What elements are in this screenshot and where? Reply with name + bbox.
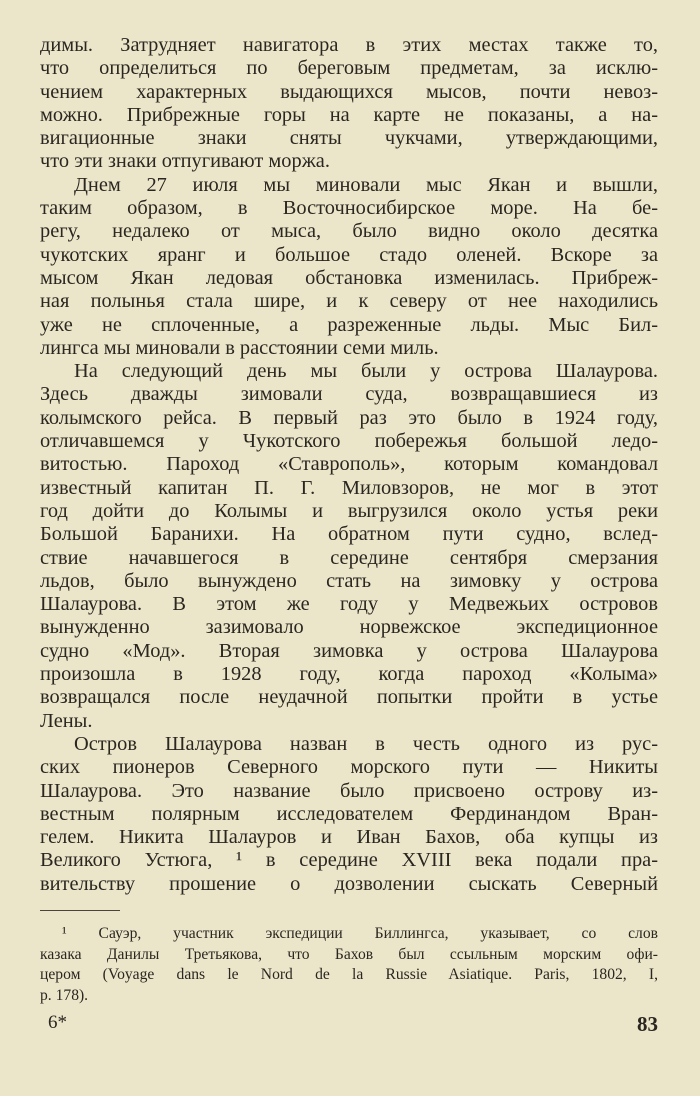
page-footer xyxy=(40,1012,658,1038)
text-line: Большой Баранихи. На обратном пути судно, вслед- xyxy=(40,523,658,546)
text-line: лингса мы миновали в расстоянии семи миль. xyxy=(40,336,439,359)
text-line: что определиться по береговым предметам, за исклю- xyxy=(40,57,658,80)
footnote-line: цером (Voyage dans le Nord de la Russie Asiatique. Paris, 1802, I, xyxy=(40,966,658,983)
text-line: что эти знаки отпугивают моржа. xyxy=(40,150,330,173)
text-line: чукотских яранг и большое стадо оленей. Вскоре за xyxy=(40,243,658,266)
signature-mark: 6* xyxy=(48,1012,67,1033)
body-text xyxy=(40,34,658,896)
footnote-divider xyxy=(40,910,120,911)
text-line: Лены. xyxy=(40,709,93,732)
text-line: На следующий день мы были у острова Шалаурова. xyxy=(74,360,658,383)
text-line: вынужденно зазимовало норвежское экспедиционное xyxy=(40,616,658,639)
text-line: вительству прошение о дозволении сыскать Северный xyxy=(40,872,658,895)
text-line: судно «Мод». Вторая зимовка у острова Шалаурова xyxy=(40,639,658,662)
text-line: вигационные знаки сняты чукчами, утверждающими, xyxy=(40,127,658,150)
text-line: произошла в 1928 году, когда пароход «Колыма» xyxy=(40,663,658,686)
text-line: отличавшемся у Чукотского побережья большой ледо- xyxy=(40,430,658,453)
text-line: ная полынья стала шире, и к северу от нее находились xyxy=(40,290,658,313)
footnote-line: казака Данилы Третьякова, что Бахов был ссыльным морским офи- xyxy=(40,945,658,963)
text-line: регу, недалеко от мыса, было видно около десятка xyxy=(40,220,658,243)
text-line: Шалаурова. Это название было присвоено острову из- xyxy=(40,779,658,802)
text-line: Остров Шалаурова назван в честь одного из рус- xyxy=(74,732,658,755)
text-line: гелем. Никита Шалауров и Иван Бахов, оба купцы из xyxy=(40,826,658,849)
text-line: Днем 27 июля мы миновали мыс Якан и вышли, xyxy=(74,173,658,196)
text-line: Великого Устюга, ¹ в середине XVIII века подали пра- xyxy=(40,849,658,872)
text-line: чением характерных выдающихся мысов, почти невоз- xyxy=(40,80,658,103)
text-line: Шалаурова. В этом же году у Медвежьих островов xyxy=(40,593,658,616)
text-line: димы. Затрудняет навигатора в этих местах также то, xyxy=(40,34,658,56)
text-line: вестным полярным исследователем Фердинандом Вран- xyxy=(40,802,658,825)
footnote-line: p. 178). xyxy=(40,986,89,1004)
page-number: 83 xyxy=(637,1012,658,1036)
text-line: ских пионеров Северного морского пути — Никиты xyxy=(40,756,658,779)
footnotes xyxy=(40,924,658,1006)
text-line: Здесь дважды зимовали суда, возвращавшиеся из xyxy=(40,383,658,406)
text-line: льдов, было вынуждено стать на зимовку у острова xyxy=(40,569,658,592)
footnote-line: ¹ Сауэр, участник экспедиции Биллингса, указывает, со слов xyxy=(62,925,658,942)
text-line: можно. Прибрежные горы на карте не показаны, а на- xyxy=(40,103,658,126)
text-line: уже не сплоченные, а разреженные льды. Мыс Бил- xyxy=(40,313,658,336)
text-line: известный капитан П. Г. Миловзоров, не мог в этот xyxy=(40,476,658,499)
text-line: ствие начавшегося в середине сентября смерзания xyxy=(40,546,658,569)
text-line: год дойти до Колымы и выгрузился около устья реки xyxy=(40,499,658,522)
text-line: витостью. Пароход «Ставрополь», которым командовал xyxy=(40,453,658,476)
text-line: возвращался после неудачной попытки пройти в устье xyxy=(40,686,658,709)
text-line: колымского рейса. В первый раз это было в 1924 году, xyxy=(40,406,658,429)
text-line: мысом Якан ледовая обстановка изменилась. Прибреж- xyxy=(40,266,658,289)
text-line: таким образом, в Восточносибирское море. На бе- xyxy=(40,197,658,220)
